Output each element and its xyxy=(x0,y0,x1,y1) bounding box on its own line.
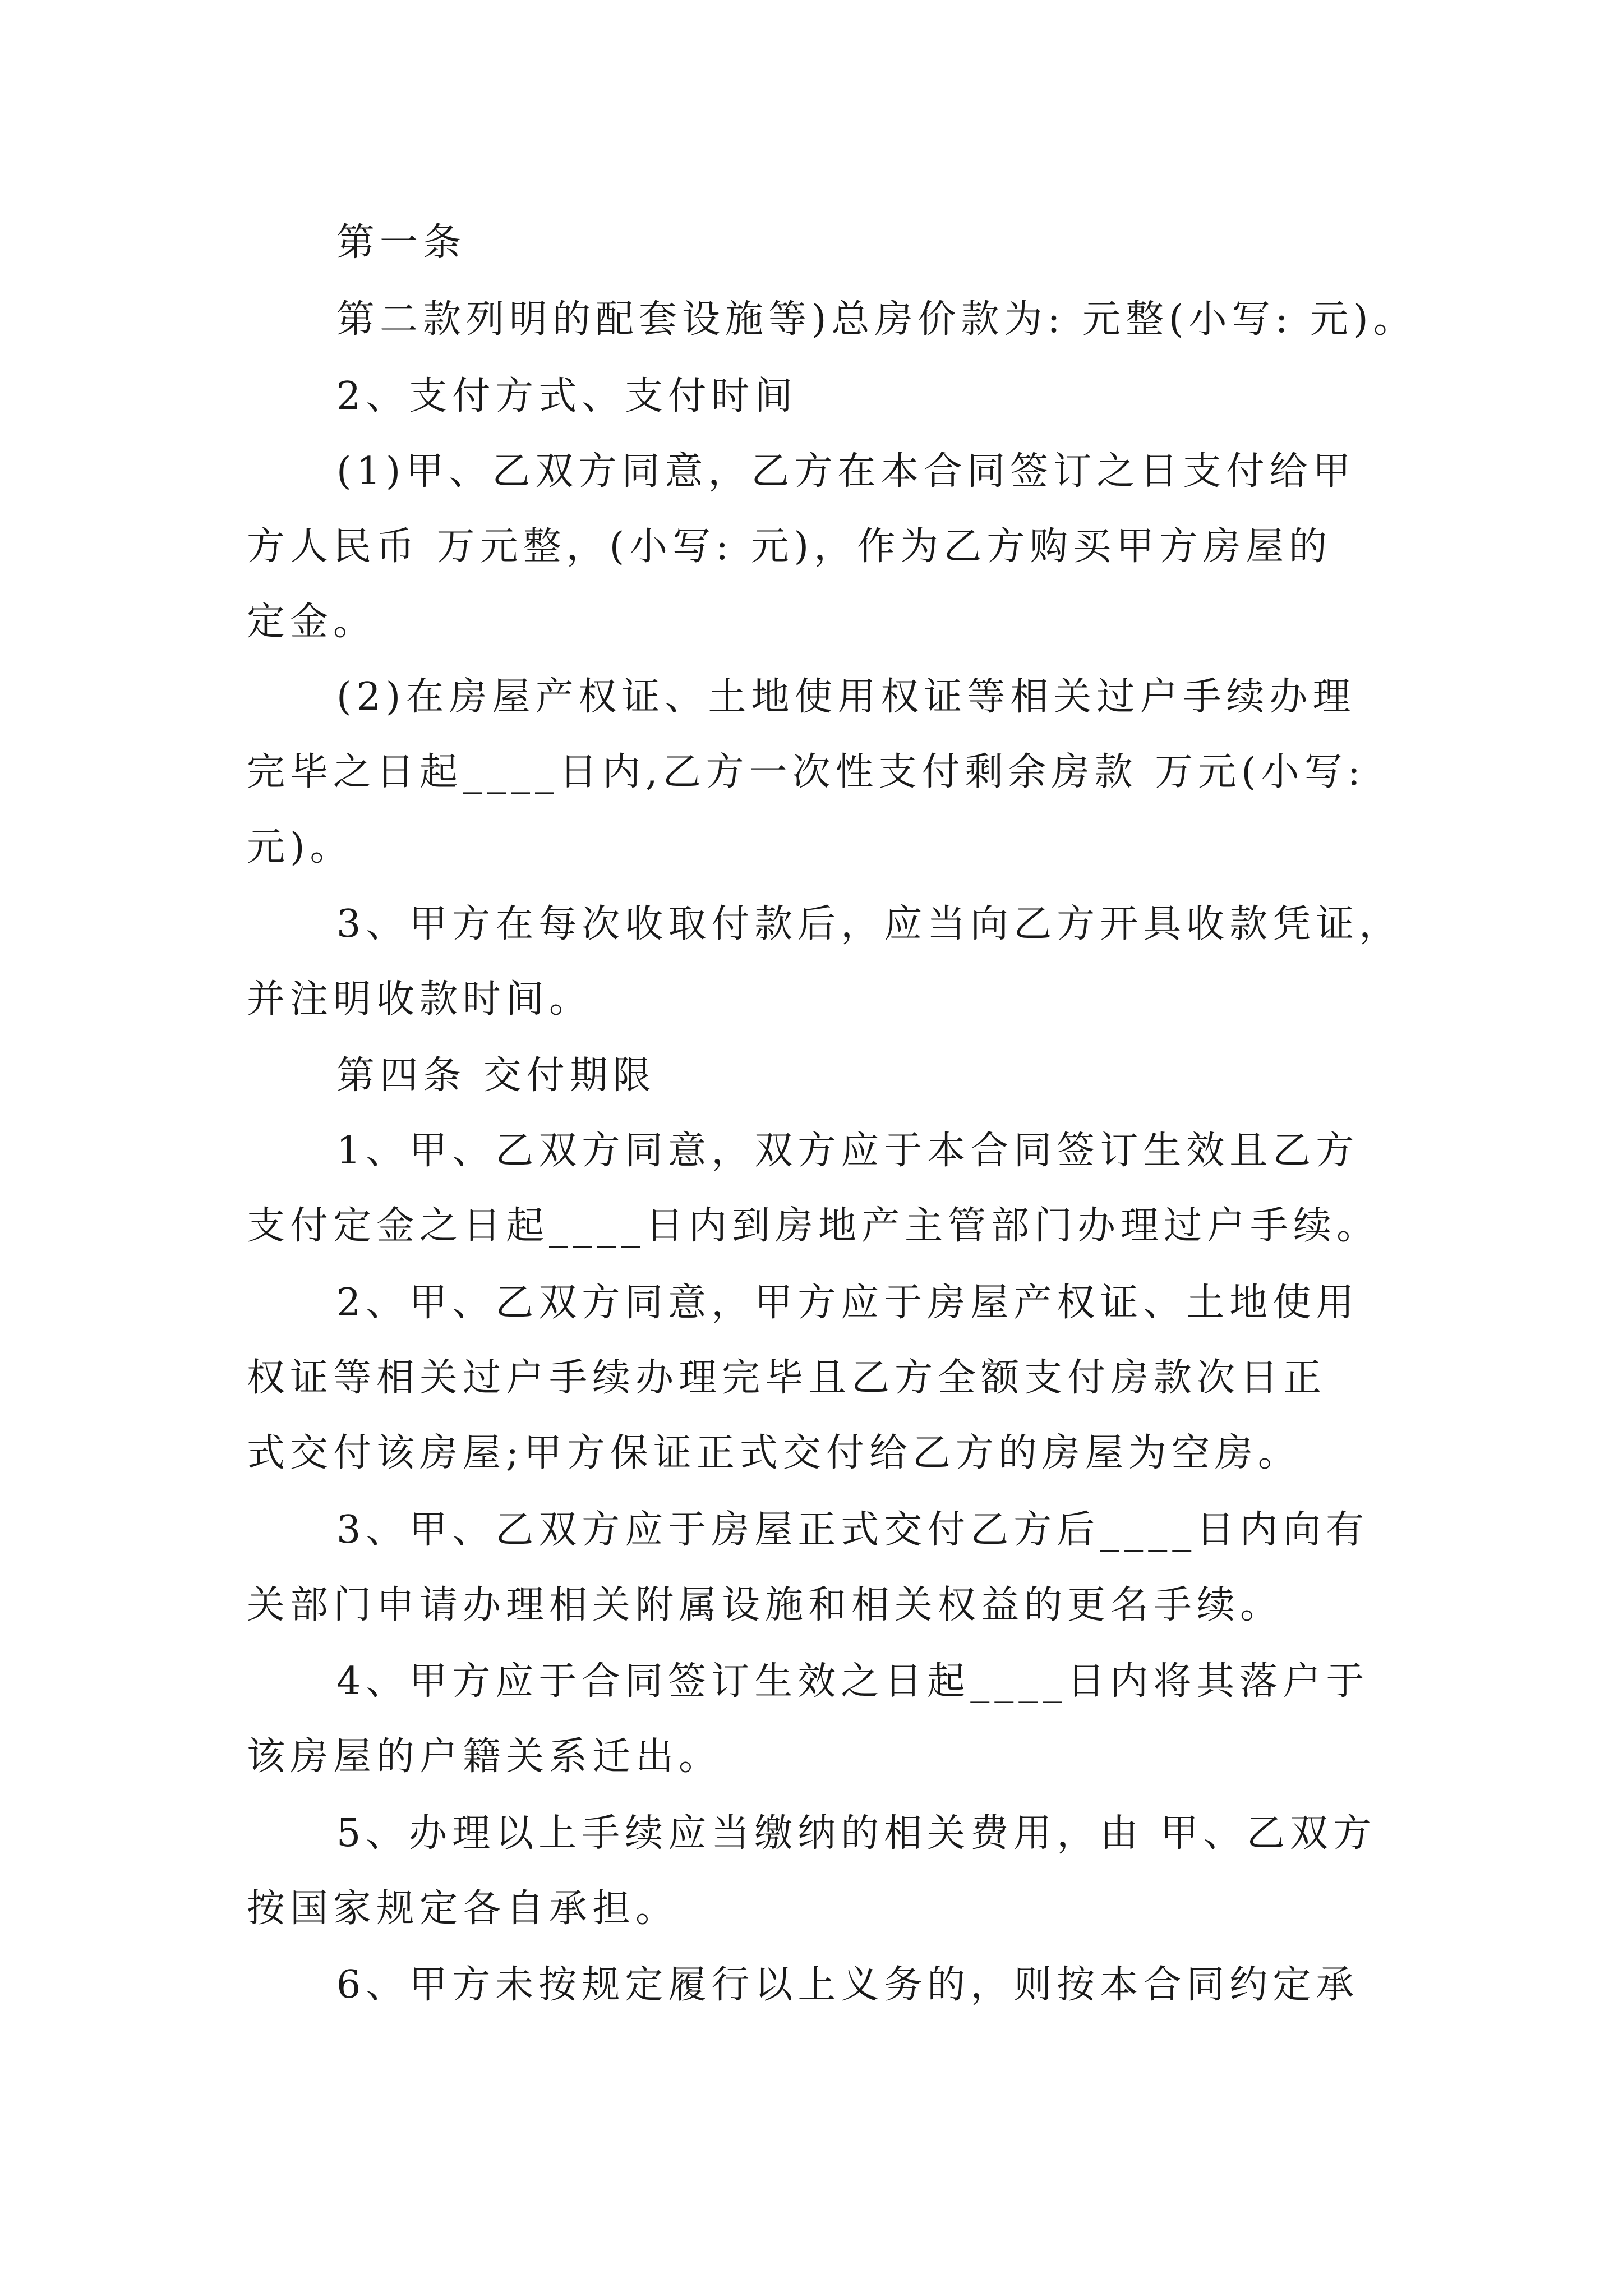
section-heading: 第一条 xyxy=(336,220,467,265)
paragraph-line: 定金。 xyxy=(247,600,377,644)
paragraph-line: 3、甲方在每次收取付款后，应当向乙方开具收款凭证， xyxy=(336,902,1403,946)
paragraph-line: 按国家规定各自承担。 xyxy=(247,1887,679,1931)
paragraph-line: 式交付该房屋;甲方保证正式交付给乙方的房屋为空房。 xyxy=(247,1431,1301,1475)
paragraph-line: 元)。 xyxy=(247,825,353,869)
paragraph-line: 2、甲、乙双方同意，甲方应于房屋产权证、土地使用 xyxy=(336,1281,1359,1325)
paragraph-line: 支付定金之日起____日内到房地产主管部门办理过户手续。 xyxy=(247,1204,1380,1248)
paragraph-line: 3、甲、乙双方应于房屋正式交付乙方后____日内向有 xyxy=(336,1508,1370,1552)
paragraph-line: 完毕之日起____日内,乙方一次性支付剩余房款 万元(小写: xyxy=(247,750,1366,794)
paragraph-line: 并注明收款时间。 xyxy=(247,977,593,1022)
paragraph-line: (2)在房屋产权证、土地使用权证等相关过户手续办理 xyxy=(336,675,1356,719)
paragraph-line: 关部门申请办理相关附属设施和相关权益的更名手续。 xyxy=(247,1583,1284,1627)
paragraph-line: 2、支付方式、支付时间 xyxy=(336,374,798,418)
paragraph-line: 1、甲、乙双方同意，双方应于本合同签订生效且乙方 xyxy=(336,1129,1359,1173)
paragraph-line: 4、甲方应于合同签订生效之日起____日内将其落户于 xyxy=(336,1659,1370,1704)
paragraph-line: 6、甲方未按规定履行以上义务的，则按本合同约定承 xyxy=(336,1963,1359,2007)
paragraph-line: 该房屋的户籍关系迁出。 xyxy=(247,1734,722,1779)
paragraph-line: 权证等相关过户手续办理完毕且乙方全额支付房款次日正 xyxy=(247,1356,1327,1400)
paragraph-line: (1)甲、乙双方同意，乙方在本合同签订之日支付给甲 xyxy=(336,449,1356,494)
paragraph-line: 5、办理以上手续应当缴纳的相关费用，由 甲、乙双方 xyxy=(336,1811,1376,1856)
paragraph-line: 方人民币 万元整，(小写: 元)，作为乙方购买甲方房屋的 xyxy=(247,524,1332,569)
section-heading: 第四条 交付期限 xyxy=(336,1053,656,1098)
paragraph-line: 第二款列明的配套设施等)总房价款为: 元整(小写: 元)。 xyxy=(336,297,1417,342)
